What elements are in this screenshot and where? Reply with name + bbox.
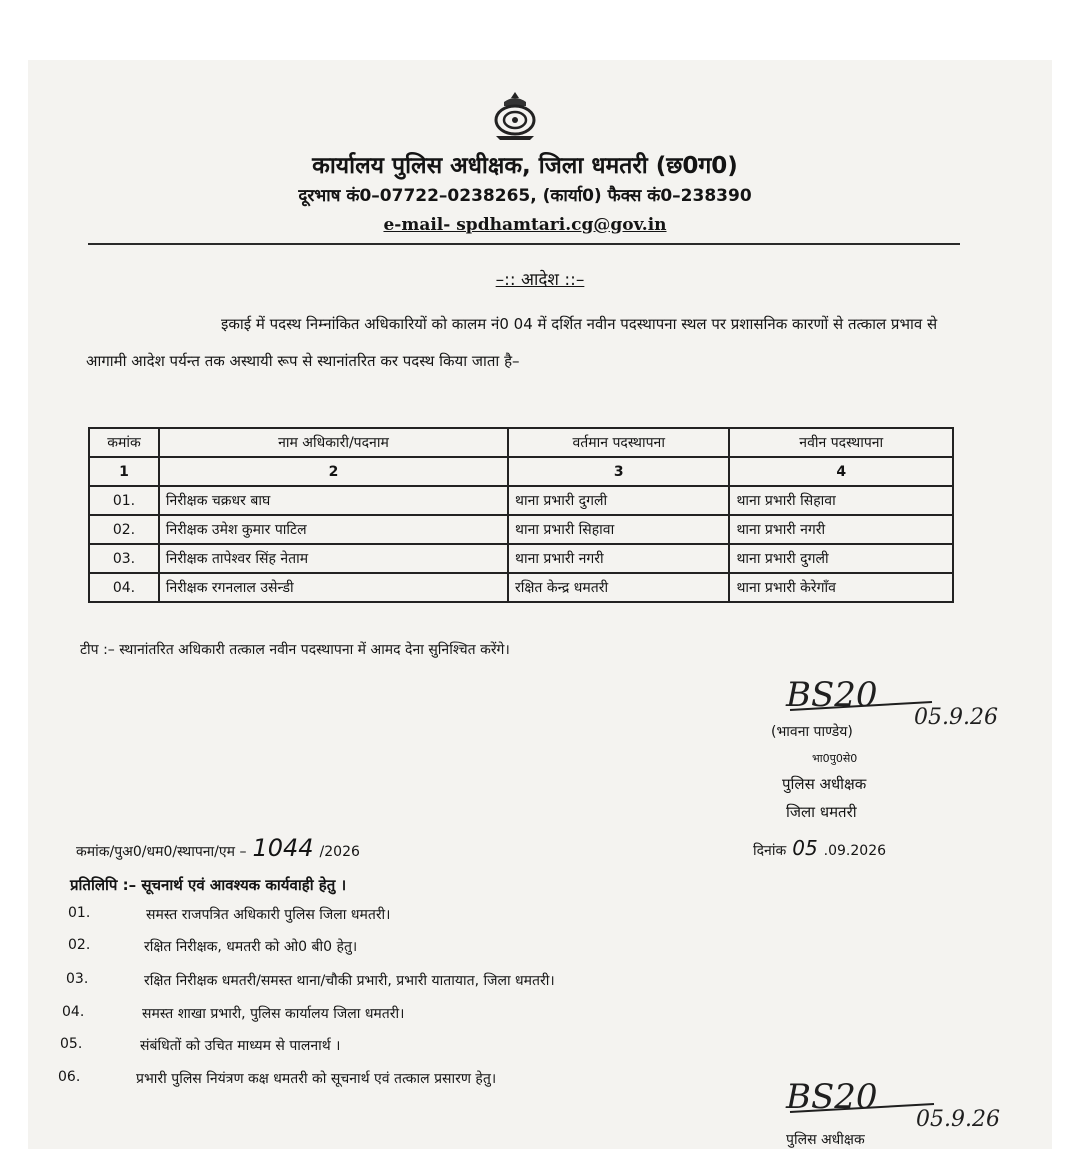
header-new-posting: नवीन पदस्थापना: [729, 428, 953, 457]
column-number: 4: [729, 457, 953, 486]
header-current-posting: वर्तमान पदस्थापना: [508, 428, 729, 457]
order-title: –:: आदेश ::–: [495, 270, 585, 290]
row-new-posting: थाना प्रभारी नगरी: [729, 515, 953, 544]
order-date: [753, 836, 886, 860]
svg-text:BS20: BS20: [786, 1077, 878, 1117]
reference-prefix: कमांक/पुअ0/धम0/स्थापना/एम –: [76, 844, 247, 860]
row-serial: 03.: [89, 544, 159, 573]
transfer-table: [88, 427, 954, 603]
row-current-posting: थाना प्रभारी सिहावा: [508, 515, 729, 544]
row-new-posting: थाना प्रभारी दुगली: [729, 544, 953, 573]
column-number: 2: [159, 457, 508, 486]
office-title: कार्यालय पुलिस अधीक्षक, जिला धमतरी (छ0ग0): [312, 153, 738, 179]
bottom-signatory-office: पुलिस अधीक्षक: [786, 1132, 865, 1148]
signatory-service: भा0पु0से0: [812, 752, 858, 765]
signatory-office: पुलिस अधीक्षक: [782, 775, 867, 793]
table-header-row: [89, 428, 953, 457]
row-serial: 02.: [89, 515, 159, 544]
office-phone: दूरभाष कं0–07722–0238265, (कार्या0) फैक्स कं0–238390: [298, 186, 752, 206]
table-row: [89, 486, 953, 515]
handwritten-signature: [784, 1072, 1034, 1132]
svg-text:05.9.26: 05.9.26: [914, 705, 998, 730]
date-label: दिनांक: [753, 843, 787, 859]
row-officer-name: निरीक्षक चक्रधर बाघ: [159, 486, 508, 515]
column-number: 1: [89, 457, 159, 486]
svg-text:05.9.26: 05.9.26: [916, 1107, 1000, 1132]
header-divider: [88, 243, 960, 245]
row-current-posting: थाना प्रभारी दुगली: [508, 486, 729, 515]
row-new-posting: थाना प्रभारी सिहावा: [729, 486, 953, 515]
svg-text:BS20: BS20: [786, 675, 878, 715]
police-emblem-icon: [490, 90, 540, 142]
row-officer-name: निरीक्षक तापेश्वर सिंह नेताम: [159, 544, 508, 573]
row-new-posting: थाना प्रभारी केरेगाँव: [729, 573, 953, 602]
row-officer-name: निरीक्षक रगनलाल उसेन्डी: [159, 573, 508, 602]
order-paragraph: इकाई में पदस्थ निम्नांकित अधिकारियों को कालम नं0 04 में दर्शित नवीन पदस्थापना स्थल पर प्रशासनिक कारणों से तत्काल प्रभाव से आगामी आदेश पर्यन्त तक अस्थायी रूप से स्थानांतरित कर पदस्थ किया जाता है–: [86, 315, 938, 370]
table-row: [89, 544, 953, 573]
date-handwritten-day: 05: [792, 836, 818, 860]
row-serial: 01.: [89, 486, 159, 515]
row-current-posting: रक्षित केन्द्र धमतरी: [508, 573, 729, 602]
reference-number: [76, 834, 360, 862]
table-column-number-row: [89, 457, 953, 486]
row-officer-name: निरीक्षक उमेश कुमार पाटिल: [159, 515, 508, 544]
reference-handwritten-number: 1044: [252, 834, 314, 862]
column-number: 3: [508, 457, 729, 486]
table-row: [89, 573, 953, 602]
header-name: नाम अधिकारी/पदनाम: [159, 428, 508, 457]
note-text: टीप :– स्थानांतरित अधिकारी तत्काल नवीन पदस्थापना में आमद देना सुनिश्चित करेंगे।: [80, 642, 510, 658]
reference-year: /2026: [319, 844, 360, 860]
signatory-name: (भावना पाण्डेय): [771, 724, 853, 740]
copy-heading: प्रतिलिपि :– सूचनार्थ एवं आवश्यक कार्यवाही हेतु ।: [70, 876, 347, 894]
table-row: [89, 515, 953, 544]
date-rest: .09.2026: [823, 843, 887, 859]
header-serial: कमांक: [89, 428, 159, 457]
row-serial: 04.: [89, 573, 159, 602]
row-current-posting: थाना प्रभारी नगरी: [508, 544, 729, 573]
office-email: e-mail- spdhamtari.cg@gov.in: [383, 215, 667, 235]
signatory-district: जिला धमतरी: [786, 803, 857, 821]
